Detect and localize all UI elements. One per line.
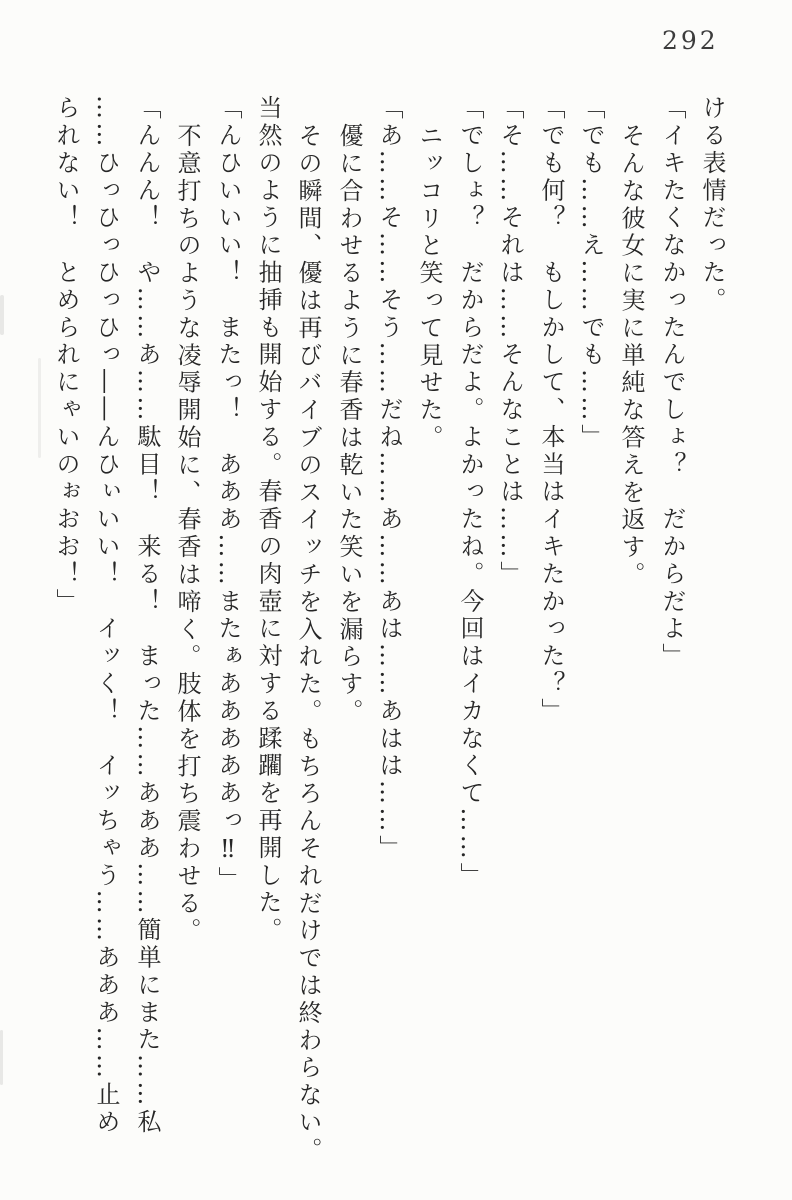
text-column: そんな彼女に実に単純な答えを返す。 bbox=[617, 123, 645, 589]
scan-artifact bbox=[0, 295, 4, 335]
text-column: られない！ とめられにゃいのぉおお！」 bbox=[52, 95, 80, 616]
page-number: 292 bbox=[662, 26, 719, 55]
text-column: 当然のように抽挿も開始する。春香の肉壺に対する蹂躙を再開した。 bbox=[254, 95, 282, 945]
text-column: 「でも何？ もしかして、本当はイキたかった？」 bbox=[537, 95, 565, 726]
text-column: 「あ……そ……そう……だね……あ……あは……あはは……」 bbox=[375, 95, 403, 863]
text-column: 「イキたくなかったんでしょ？ だからだよ」 bbox=[658, 95, 686, 671]
text-column: 不意打ちのような凌辱開始に、春香は啼く。肢体を打ち震わせる。 bbox=[173, 123, 201, 945]
text-column: その瞬間、優は再びバイブのスイッチを入れた。もちろんそれだけでは終わらない。 bbox=[294, 123, 322, 1165]
text-column: 「そ……それは……そんなことは……」 bbox=[496, 95, 524, 589]
text-column: 「んんん！ や……あ……駄目！ 来る！ まった……あああ……簡単にまた……私 bbox=[133, 95, 161, 1137]
text-column: 「でしょ？ だからだよ。よかったね。今回はイカなくて……」 bbox=[456, 95, 484, 890]
text-column: ける表情だった。 bbox=[698, 95, 726, 315]
text-column: 「でも……え……でも……」 bbox=[577, 95, 605, 452]
text-column: ……ひっひっひっひっ――んひぃいい！ イッく！ イッちゃう……あああ……止め bbox=[92, 95, 120, 1137]
text-column: 「んひいいい！ またっ！ あああ……またぁあああああっ‼」 bbox=[214, 95, 242, 894]
text-column: ニッコリと笑って見せた。 bbox=[415, 123, 443, 452]
text-column: 優に合わせるように春香は乾いた笑いを漏らす。 bbox=[335, 123, 363, 726]
scan-artifact bbox=[38, 358, 41, 458]
scan-artifact bbox=[0, 1030, 3, 1085]
